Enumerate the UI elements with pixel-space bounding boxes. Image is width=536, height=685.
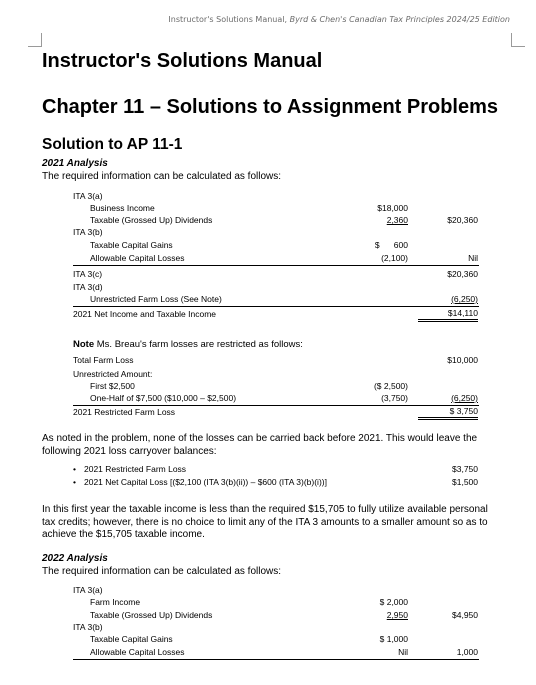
table-row: ITA 3(a) [73,585,103,595]
solution-title: Solution to AP 11-1 [42,136,183,153]
table-row: First $2,500 ($ 2,500) [90,381,408,391]
manual-title: Instructor's Solutions Manual [42,50,323,72]
rule-line [73,306,479,307]
farm-note-intro: Note Ms. Breau's farm losses are restricted as follows: [73,339,303,350]
table-row: Unrestricted Farm Loss (See Note) (6,250) [90,294,478,304]
table-row: ITA 3(d) [73,282,103,292]
chapter-title: Chapter 11 – Solutions to Assignment Problems [42,96,499,118]
list-item: • 2021 Restricted Farm Loss $3,750 [73,464,478,474]
running-header: Instructor's Solutions Manual, Byrd & Chen's Canadian Tax Principles 2024/25 Edition [168,15,510,24]
table-row: Farm Income $ 2,000 [90,597,408,607]
table-row: Allowable Capital Losses (2,100) Nil [90,253,478,263]
table-row: 2021 Net Income and Taxable Income $14,110 [73,308,478,320]
table-row: Allowable Capital Losses Nil 1,000 [90,647,478,657]
table-row: 2021 Restricted Farm Loss $ 3,750 [73,406,478,418]
table-row: ITA 3(c) $20,360 [73,269,478,279]
table-row: ITA 3(b) [73,622,103,632]
table-row: One-Half of $7,500 ($10,000 – $2,500) (3,750) (6,250) [90,393,478,403]
table-row: Taxable (Grossed Up) Dividends 2,950 $4,950 [90,610,478,620]
list-item: • 2021 Net Capital Loss [($2,100 (ITA 3(b)(ii)) – $600 (ITA 3)(b)(i))] $1,500 [73,477,478,487]
rule-line [73,265,479,266]
table-row: ITA 3(b) [73,227,103,237]
rule-line [73,659,479,660]
crop-mark-left [28,33,42,47]
crop-mark-right [511,33,525,47]
carryover-text: As noted in the problem, none of the losses can be carried back before 2021. This would leave the following 2021 loss carryover balances: [42,433,478,457]
table-row: Taxable Capital Gains $ 1,000 [90,634,408,644]
first-year-text: In this first year the taxable income is less than the required $15,705 to fully utilize available personal tax credits; however, there is no choice to limit any of the ITA 3 amounts to a smaller amount so as to achieve the $15,705 taxable income. [42,504,488,540]
table-row: Taxable Capital Gains $ 600 [90,240,408,250]
table-row: Total Farm Loss $10,000 [73,355,478,365]
table-row: ITA 3(a) [73,191,103,201]
analysis-2022-heading: 2022 Analysis [42,553,108,564]
analysis-2021-intro: The required information can be calculated as follows: [42,171,282,182]
analysis-2022-intro: The required information can be calculated as follows: [42,566,282,577]
table-row: Business Income $18,000 [90,203,408,213]
table-row: Taxable (Grossed Up) Dividends 2,360 $20,360 [90,215,478,225]
table-row: Unrestricted Amount: [73,369,153,379]
analysis-2021-heading: 2021 Analysis [42,158,108,169]
